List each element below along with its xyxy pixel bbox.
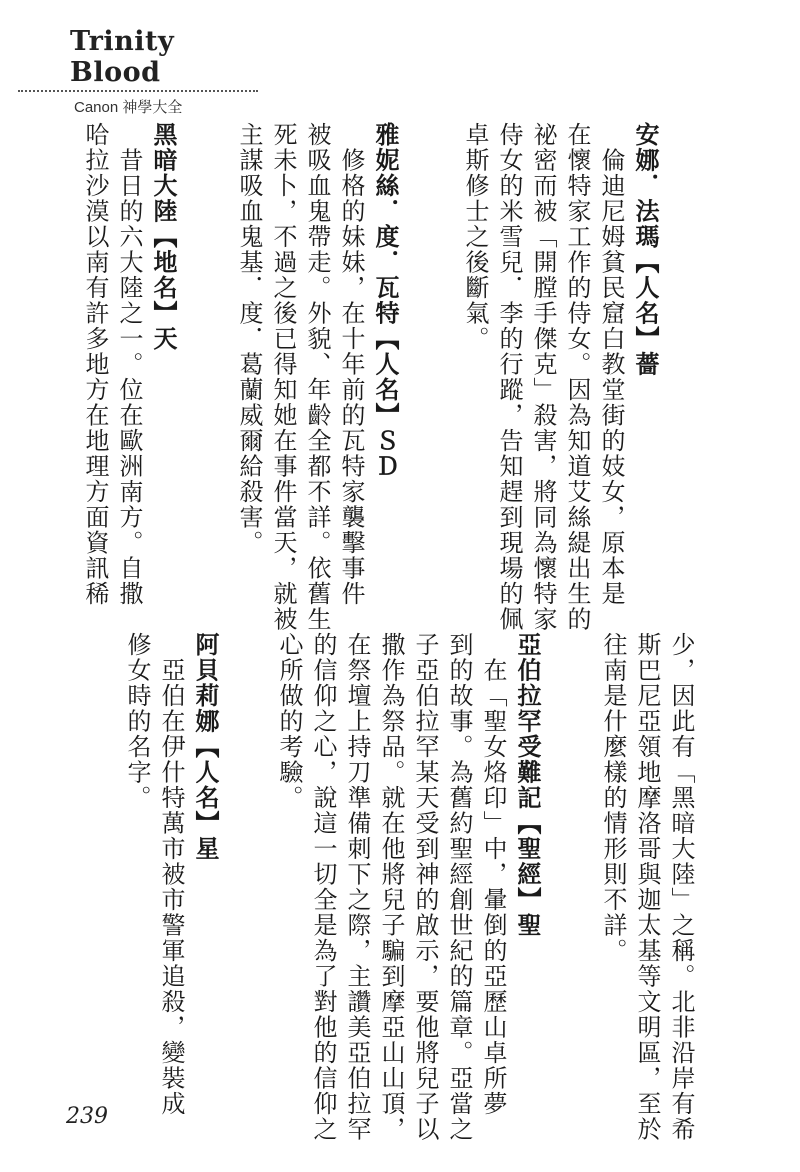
book-subtitle: Canon 神學大全 [74, 99, 183, 116]
text-column: 主謀吸血鬼基．度．葛蘭威爾給殺害。 [235, 122, 263, 556]
entry-heading: 黑暗大陸【地名】天 [149, 122, 177, 352]
text-column: 祕密而被「開膛手傑克」殺害，將同為懷特家 [529, 122, 557, 632]
text-column: 的信仰之心，說這一切全是為了對他的信仰之 [309, 632, 337, 1142]
header-divider [18, 90, 258, 92]
entry-heading: 安娜．法瑪【人名】薔 [631, 122, 659, 377]
book-header [18, 26, 268, 117]
text-column: 卓斯修士之後斷氣。 [461, 122, 489, 352]
text-column: 修女時的名字。 [123, 632, 151, 811]
text-column: 在「聖女烙印」中，暈倒的亞歷山卓所夢 [479, 632, 507, 1117]
text-column: 被吸血鬼帶走。外貌、年齡全都不詳。依舊生 [303, 122, 331, 632]
text-column: 倫迪尼姆貧民窟白教堂街的妓女，原本是 [597, 122, 625, 607]
text-column: 修格的妹妹，在十年前的瓦特家襲擊事件 [337, 122, 365, 607]
text-column: 昔日的六大陸之一。位在歐洲南方。自撒 [115, 122, 143, 607]
text-column: 哈拉沙漠以南有許多地方在地理方面資訊稀 [81, 122, 109, 607]
text-column: 死未卜，不過之後已得知她在事件當天，就被 [269, 122, 297, 632]
book-title: Trinity Blood [70, 26, 175, 88]
entry-heading: 阿貝莉娜【人名】星 [191, 632, 219, 862]
text-column: 子亞伯拉罕某天受到神的啟示，要他將兒子以 [411, 632, 439, 1142]
text-column: 往南是什麼樣的情形則不詳。 [599, 632, 627, 964]
text-column: 侍女的米雪兒．李的行蹤，告知趕到現場的佩 [495, 122, 523, 632]
text-column: 心所做的考驗。 [275, 632, 303, 811]
text-column: 到的故事。為舊約聖經創世紀的篇章。亞當之 [445, 632, 473, 1142]
entry-heading: 亞伯拉罕受難記【聖經】聖 [513, 632, 541, 938]
text-column: 在懷特家工作的侍女。因為知道艾絲緹出生的 [563, 122, 591, 632]
entry-heading: 雅妮絲．度．瓦特【人名】ＳＤ [371, 122, 399, 479]
text-column: 斯巴尼亞領地摩洛哥與迦太基等文明區，至於 [633, 632, 661, 1142]
text-column: 少，因此有「黑暗大陸」之稱。北非沿岸有希 [667, 632, 695, 1142]
text-column: 在祭壇上持刀準備刺下之際，主讚美亞伯拉罕 [343, 632, 371, 1142]
text-column: 亞伯在伊什特萬市被市警軍追殺，變裝成 [157, 632, 185, 1117]
text-column: 撒作為祭品。就在他將兒子騙到摩亞山山頂， [377, 632, 405, 1142]
page-number: 239 [66, 1104, 108, 1129]
